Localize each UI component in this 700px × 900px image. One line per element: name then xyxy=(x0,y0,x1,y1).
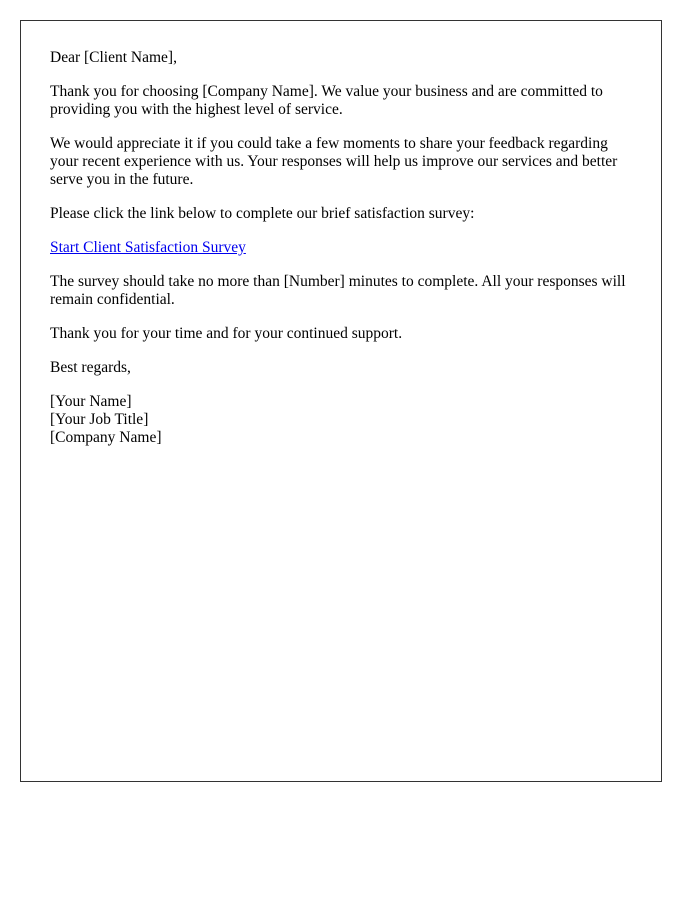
thank-you-paragraph: Thank you for your time and for your continued support. xyxy=(50,325,403,342)
letter-frame xyxy=(20,20,662,782)
signature-name: [Your Name] xyxy=(50,393,132,410)
survey-link-row xyxy=(50,239,635,257)
feedback-request-paragraph: We would appreciate it if you could take a few moments to share your feedback regarding your recent experience with us. Your responses will help us improve our services and better serve you in the future. xyxy=(50,135,618,188)
intro-paragraph: Thank you for choosing [Company Name]. We value your business and are committed to providing you with the highest level of service. xyxy=(50,83,603,118)
letter-body xyxy=(50,49,635,463)
signature-company: [Company Name] xyxy=(50,429,162,446)
salutation: Dear [Client Name], xyxy=(50,49,177,66)
signature-job-title: [Your Job Title] xyxy=(50,411,149,428)
survey-link[interactable]: Start Client Satisfaction Survey xyxy=(50,239,246,256)
survey-duration-paragraph: The survey should take no more than [Number] minutes to complete. All your responses will remain confidential. xyxy=(50,273,626,308)
signature-block xyxy=(50,393,635,447)
survey-instruction-paragraph: Please click the link below to complete our brief satisfaction survey: xyxy=(50,205,475,222)
closing: Best regards, xyxy=(50,359,131,376)
